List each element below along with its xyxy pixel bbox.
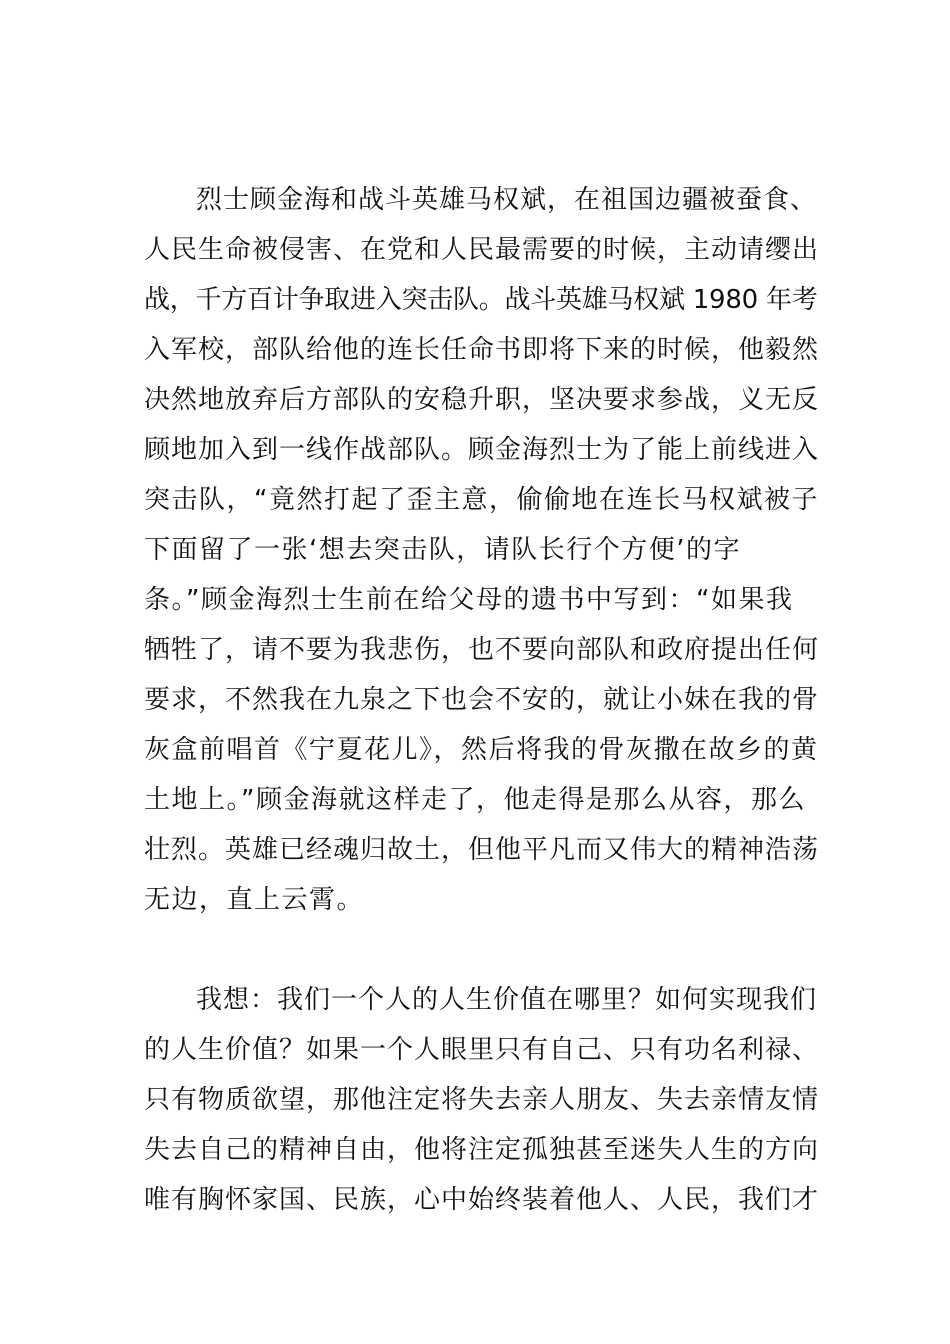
text-line: 决然地放弃后方部队的安稳升职，坚决要求参战，义无反 [144, 385, 820, 415]
text-line: 条。”顾金海烈士生前在给父母的遗书中写到：“如果我 [144, 585, 794, 615]
text-line: 的人生价值？如果一个人眼里只有自己、只有功名利禄、 [144, 1035, 820, 1065]
text-line: 突击队，“竟然打起了歪主意，偷偷地在连长马权斌被子 [144, 485, 819, 515]
text-line: 灰盒前唱首《宁夏花儿》，然后将我的骨灰撒在故乡的黄 [144, 735, 819, 765]
text-line: 下面留了一张‘想去突击队，请队长行个方便’的字 [144, 535, 742, 565]
text-line: 烈士顾金海和战斗英雄马权斌，在祖国边疆被蚕食、 [196, 185, 818, 215]
text-line: 要求，不然我在九泉之下也会不安的，就让小妹在我的骨 [144, 685, 820, 715]
text-line: 只有物质欲望，那他注定将失去亲人朋友、失去亲情友情 [144, 1085, 820, 1115]
text-line: 土地上。”顾金海就这样走了，他走得是那么从容，那么 [144, 785, 806, 815]
text-line: 失去自己的精神自由，他将注定孤独甚至迷失人生的方向 [144, 1135, 820, 1165]
text-line: 我想：我们一个人的人生价值在哪里？如何实现我们 [196, 985, 818, 1015]
text-line: 牺牲了，请不要为我悲伤，也不要向部队和政府提出任何 [144, 635, 820, 665]
text-line: 壮烈。英雄已经魂归故土，但他平凡而又伟大的精神浩荡 [144, 835, 820, 865]
text-line: 入军校，部队给他的连长任命书即将下来的时候，他毅然 [144, 335, 820, 365]
text-line: 战，千方百计争取进入突击队。战斗英雄马权斌 1980 年考 [144, 285, 818, 315]
text-line: 顾地加入到一线作战部队。顾金海烈士为了能上前线进入 [144, 435, 820, 465]
text-line: 人民生命被侵害、在党和人民最需要的时候，主动请缨出 [144, 235, 820, 265]
text-line: 唯有胸怀家国、民族，心中始终装着他人、人民，我们才 [144, 1185, 820, 1215]
text-line: 无边，直上云霄。 [144, 885, 365, 915]
